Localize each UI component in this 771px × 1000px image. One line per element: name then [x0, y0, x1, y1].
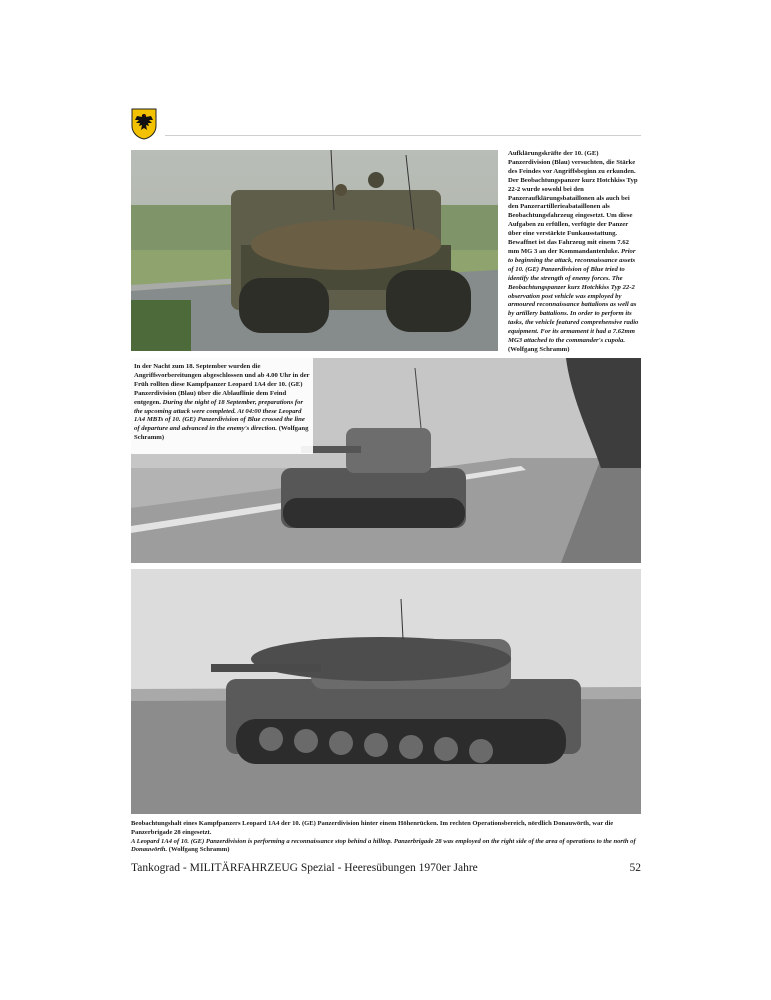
photo2-caption: [134, 363, 312, 443]
caption-english: A Leopard 1A4 of 10. (GE) Panzerdivision is performing a reconnaissance stop behind a hilltop. Panzerbrigade 28 was employed on the right side of the area of operations to the north of Donauwörth.: [131, 837, 636, 854]
photo-observation-vehicle: [131, 150, 498, 351]
caption-german: Aufklärungskräfte der 10. (GE) Panzerdivision (Blau) versuchten, die Stärke des Feindes vor Angriffsbeginn zu erkunden. Der Beobachtungspanzer kurz Hotchkiss Typ 22-2 wurde sowohl bei den Panzeraufklärungsbataillonen als auch bei den Panzerartillerieabataillonen als Beobachtungsfahrzeug eingesetzt. Um diese Aufgaben zu erfüllen, verfügte der Panzer über eine verstärkte Funkausstattung. Bewaffnet ist das Fahrzeug mit einem 7.62 mm MG 3 an der Kommandantenluke.: [508, 150, 638, 255]
caption-credit: (Wolfgang Schramm): [134, 425, 309, 442]
photo1-caption: [508, 150, 641, 355]
german-eagle-coat-of-arms-icon: [131, 108, 157, 140]
footer-title: Tankograd - MILITÄRFAHRZEUG Spezial - Heeresübungen 1970er Jahre: [131, 862, 478, 874]
caption-credit: (Wolfgang Schramm): [508, 345, 570, 353]
photo-leopard-field: [131, 569, 641, 814]
photo3-caption: [131, 820, 641, 855]
caption-german: Beobachtungshalt eines Kampfpanzers Leopard 1A4 der 10. (GE) Panzerdivision hinter einem Höhenrücken. Im rechten Operationsbereich, nördlich Donauwörth, war die Panzerbrigade 28 eingesetzt.: [131, 820, 614, 836]
caption-credit: (Wolfgang Schramm): [168, 846, 230, 854]
caption-english: Prior to beginning the attack, reconnaissance assets of 10. (GE) Panzerdivision of Blue tried to identify the strength of enemy forces. The Beobachtungspanzer kurz Hotchkiss Typ 22-2 observation post vehicle was employed by armoured reconnaissance battalions as well as by artillery battalions. In order to perform its tasks, the vehicle featured comprehensive radio equipment. For its armament it had a 7.62mm MG3 attached to the commander's cupola.: [508, 247, 639, 345]
page-number: 52: [629, 862, 641, 874]
header-rule: [165, 135, 641, 136]
caption-english: During the night of 18 September, preparations for the upcoming attack were completed. At 04:00 these Leopard 1A4 MBTs of 10. (GE) Panzerdivision of Blue crossed the line of departure and advanced in the enemy's direction.: [134, 398, 305, 433]
caption-german: In der Nacht zum 18. September wurden die Angriffsvorbereitungen abgeschlossen und ab 4.00 Uhr in der Früh rollten diese Kampfpanzer Leopard 1A4 der 10. (GE) Panzerdivision (Blau) über die Ablauflinie dem Feind entgegen.: [134, 363, 310, 406]
